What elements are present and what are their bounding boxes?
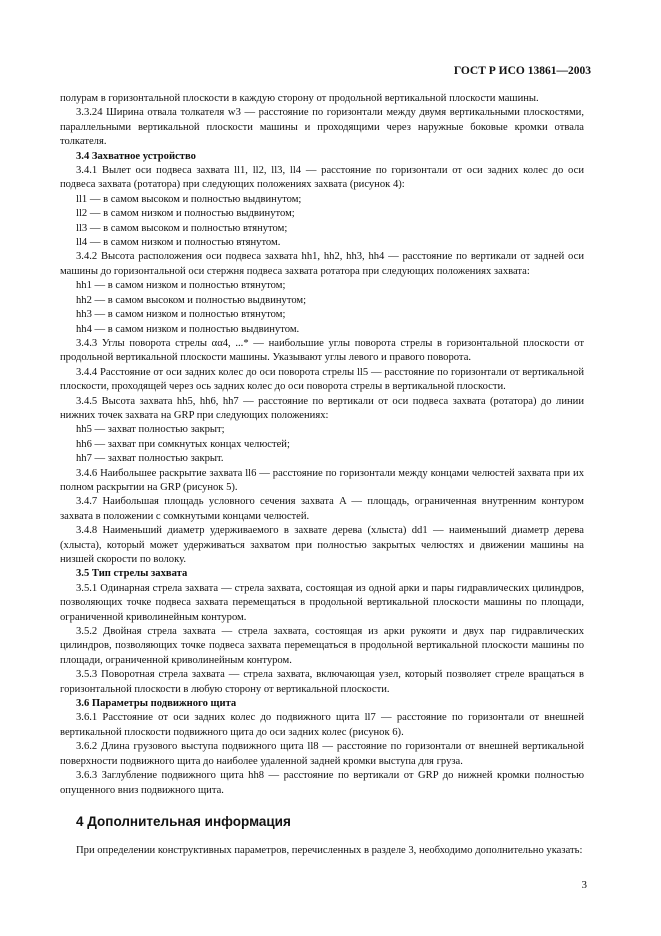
section-4-text: При определении конструктивных параметров, перечисленных в разделе 3, необходимо дополнительно указать: bbox=[76, 844, 583, 856]
term-3-4-4: 3.4.4 Расстояние от оси задних колес до оси поворота стрелы ll5 — расстояние по горизонтали от вертикальной плоскости, проходящей через ось задних колес до оси поворота стрелы в вертикальной плоскости. bbox=[60, 366, 584, 393]
term-3-4-3: 3.4.3 Углы поворота стрелы αα4, ...* — наибольшие углы поворота стрелы в горизонтальной плоскости от продольной вертикальной плоскости машины. Указывают углы левого и правого поворота. bbox=[60, 337, 584, 364]
term-3-3-24: 3.3.24 Ширина отвала толкателя w3 — расстояние по горизонтали между двумя вертикальными плоскостями, параллельными вертикальной плоскости машины и проходящими через наружные боковые кромки отвала толкателя. bbox=[60, 107, 584, 148]
standard-header: ГОСТ Р ИСО 13861—2003 bbox=[453, 65, 591, 77]
page-number: 3 bbox=[581, 879, 587, 891]
term-3-6-1: 3.6.1 Расстояние от оси задних колес до подвижного щита ll7 — расстояние по горизонтали от внешней вертикальной плоскости подвижного щита до оси задних колес (рисунок 6). bbox=[60, 712, 584, 738]
term-3-4-2: 3.4.2 Высота расположения оси подвеса захвата hh1, hh2, hh3, hh4 — расстояние по вертикали от задней оси машины до горизонтальной оси стержня подвеса захвата ротатора при следующих положениях захвата: bbox=[60, 251, 584, 277]
term-3-6-3: 3.6.3 Заглубление подвижного щита hh8 — расстояние по вертикали от GRP до нижней кромки полностью опущенного вниз подвижного щита. bbox=[60, 770, 584, 796]
term-3-4-8: 3.4.8 Наименьший диаметр удерживаемого в захвате дерева (хлыста) dd1 — наименьший диаметр дерева (хлыста), который может удерживаться захватом при полностью закрытых челюстях и движении машины на низшей скорости по волоку. bbox=[60, 525, 584, 565]
list-item: hh4 — в самом низком и полностью выдвинутом. bbox=[76, 323, 300, 335]
paragraph: полурам в горизонтальной плоскости в каждую сторону от продольной вертикальной плоскости машины. bbox=[60, 93, 539, 104]
document-body bbox=[60, 92, 584, 858]
list-item: hh6 — захват при сомкнутых концах челюстей; bbox=[76, 438, 290, 450]
term-3-5-2: 3.5.2 Двойная стрела захвата — стрела захвата, состоящая из арки рукояти и двух пар гидравлических цилиндров, позволяющих точке подвеса захвата перемещаться в продольной вертикальной плоскости машины по площади, ограниченной криволинейным контуром. bbox=[60, 626, 584, 666]
term-3-6-2: 3.6.2 Длина грузового выступа подвижного щита ll8 — расстояние по горизонтали от внешней вертикальной поверхности подвижного щита до наиболее удаленной задней кромки выступа для груза. bbox=[60, 741, 584, 767]
term-3-4-7: 3.4.7 Наибольшая площадь условного сечения захвата A — площадь, ограниченная внутренним контуром захвата в положении с сомкнутыми концами челюстей. bbox=[60, 496, 584, 522]
term-3-4-6: 3.4.6 Наибольшее раскрытие захвата ll6 — расстояние по горизонтали между концами челюстей захвата при их полном раскрытии на GRP (рисунок 5). bbox=[60, 467, 584, 493]
subsection-heading-3-4: 3.4 Захватное устройство bbox=[76, 150, 196, 162]
list-item: hh3 — в самом низком и полностью втянутом; bbox=[76, 309, 286, 321]
section-heading-4: 4 Дополнительная информация bbox=[76, 813, 291, 829]
term-3-4-1: 3.4.1 Вылет оси подвеса захвата ll1, ll2, ll3, ll4 — расстояние по горизонтали от оси задних колес до оси подвеса захвата (ротатора) при следующих положениях захвата (рисунок 4): bbox=[60, 165, 584, 191]
list-item: ll2 — в самом низком и полностью выдвинутом; bbox=[76, 208, 295, 220]
list-item: ll3 — в самом высоком и полностью втянутом; bbox=[76, 222, 288, 234]
term-3-5-1: 3.5.1 Одинарная стрела захвата — стрела захвата, состоящая из одной арки и пары гидравлических цилиндров, позволяющих точке подвеса захвата перемещаться в продольной вертикальной плоскости машины по площади, ограниченной криволинейным контуром. bbox=[60, 582, 584, 623]
subsection-heading-3-6: 3.6 Параметры подвижного щита bbox=[76, 698, 237, 710]
term-3-4-5: 3.4.5 Высота захвата hh5, hh6, hh7 — расстояние по вертикали от оси подвеса захвата (ротатора) до линии нижних точек захвата на GRP при следующих положениях: bbox=[60, 395, 584, 421]
list-item: hh5 — захват полностью закрыт; bbox=[76, 424, 225, 436]
list-item: ll1 — в самом высоком и полностью выдвинутом; bbox=[76, 193, 302, 205]
subsection-heading-3-5: 3.5 Тип стрелы захвата bbox=[76, 568, 188, 580]
list-item: hh2 — в самом высоком и полностью выдвинутом; bbox=[76, 294, 307, 306]
list-item: hh1 — в самом низком и полностью втянутом; bbox=[76, 280, 286, 292]
list-item: hh7 — захват полностью закрыт. bbox=[76, 453, 224, 465]
list-item: ll4 — в самом низком и полностью втянутом. bbox=[76, 237, 281, 249]
term-3-5-3: 3.5.3 Поворотная стрела захвата — стрела захвата, включающая узел, который позволяет стреле вращаться в горизонтальной плоскости в любую сторону от вертикальной плоскости. bbox=[60, 669, 584, 695]
